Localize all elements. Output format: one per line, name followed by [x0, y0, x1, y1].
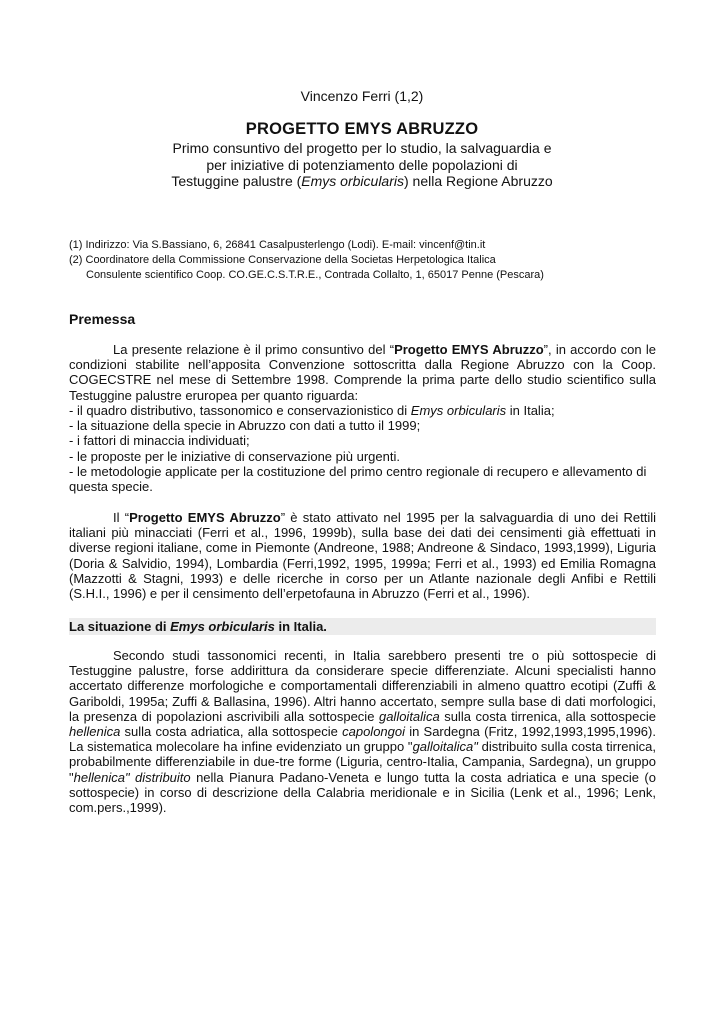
- paragraph-text: ”, in accordo con le condizioni stabilite nell’apposita Convenzione sottoscritta dalla Regione Abruzzo con la Coop. COGECSTRE nel mese di Settembre 1998. Comprende la prima parte dello studio scientifico sulla Testuggine palustre eruropea per quanto riguarda:: [69, 342, 656, 403]
- paragraph-project: [69, 510, 656, 601]
- subspecies-name: capolongoi: [342, 724, 405, 740]
- paragraph-text: Secondo studi tassonomici recenti, in Italia sarebbero presenti tre o più sottospecie di Testuggine palustre, forse addirittura da considerare specie differenziate. Alcuni specialisti hanno accertato differenze morfologiche e comportamentali differenziabili in almeno quattro ecotipi (Zuffi & Gariboldi, 1995a; Zuffi & Ballasina, 1996). Altri hanno accertato, sempre sulla base di dati morfologici, la presenza di popolazioni ascrivibili alla sottospecie: [69, 648, 656, 724]
- paragraph-text: La presente relazione è il primo consuntivo del “: [113, 342, 395, 357]
- intro-list: [69, 403, 656, 494]
- subspecies-name: hellenica" distribuito: [73, 769, 191, 785]
- paragraph-text: distribuito sulla costa tirrenica, probabilmente differenziabile in due-tre forme (Liguria, centro-Italia, Campania, Sardegna), un gruppo ": [69, 739, 656, 785]
- paragraph-taxonomy: [69, 648, 656, 815]
- paragraph-text: Il “: [113, 510, 130, 525]
- heading-text: La situazione di: [69, 619, 171, 634]
- affiliation-notes: [69, 238, 669, 283]
- subtitle-line: Primo consuntivo del progetto per lo studio, la salvaguardia e: [172, 140, 552, 156]
- subtitle-line: per iniziative di potenziamento delle popolazioni di: [206, 156, 518, 173]
- subspecies-name: hellenica: [69, 724, 121, 740]
- list-item: - la situazione della specie in Abruzzo con dati a tutto il 1999;: [69, 418, 421, 434]
- note-3: Consulente scientifico Coop. CO.GE.C.S.T.R.E., Contrada Collalto, 1, 65017 Penne (Pescara): [86, 269, 544, 281]
- list-item: [69, 403, 656, 418]
- note-1: (1) Indirizzo: Via S.Bassiano, 6, 26841 Casalpusterlengo (Lodi). E-mail: vincenf@tin.it: [69, 239, 486, 251]
- section-heading-premessa: Premessa: [69, 311, 136, 327]
- list-text: - il quadro distributivo, tassonomico e conservazionistico di: [69, 403, 411, 418]
- author-name: Vincenzo Ferri: [300, 88, 391, 104]
- paragraph-intro: [69, 342, 656, 403]
- subtitle-text: Testuggine palustre (: [171, 173, 302, 189]
- author-affiliation: (1,2): [394, 88, 424, 104]
- list-item: - le metodologie applicate per la costituzione del primo centro regionale di recupero e allevamento di questa specie.: [69, 463, 647, 495]
- heading-text: in Italia.: [274, 619, 327, 634]
- document-title: PROGETTO EMYS ABRUZZO: [245, 120, 479, 138]
- subtitle-line: [0, 173, 724, 190]
- paragraph-text: nella Pianura Padano-Veneta e lungo tutta la costa adriatica e una specie (o sottospecie) in corso di descrizione della Calabria meridionale e in Sicilia (Lenk et al., 1996; Lenk, com.pers.,1999).: [69, 769, 656, 816]
- project-name: Progetto EMYS Abruzzo: [394, 342, 544, 357]
- list-text: in Italia;: [506, 403, 555, 418]
- list-species: Emys orbicularis: [410, 403, 507, 418]
- project-name: Progetto EMYS Abruzzo: [129, 510, 281, 525]
- list-item: - i fattori di minaccia individuati;: [69, 433, 250, 449]
- document-subtitle: [0, 140, 724, 190]
- subtitle-species: Emys orbicularis: [301, 173, 404, 189]
- paragraph-text: sulla costa adriatica, alla sottospecie: [120, 724, 343, 740]
- paragraph-text: sulla costa tirrenica, alla sottospecie: [439, 708, 656, 724]
- paragraph-text: ” è stato attivato nel 1995 per la salvaguardia di uno dei Rettili italiani più minacciati (Ferri et al., 1996, 1999b), sulla base dei dati dei censimenti già effettuati in diverse regioni italiane, come in Piemonte (Andreone, 1988; Andreone & Sindaco, 1993,1999), Liguria (Doria & Salvidio, 1994), Lombardia (Ferri,1992, 1995, 1999a; Ferri et al., 1993) ed Emilia Romagna (Mazzotti & Stagni, 1993) e delle ricerche in corso per un Atlante nazionale degli Anfibi e Rettili (S.H.I., 1996) e per il censimento dell’erpetofauna in Abruzzo (Ferri et al., 1996).: [69, 510, 656, 602]
- note-2: (2) Coordinatore della Commissione Conservazione della Societas Herpetologica Italica: [69, 254, 496, 266]
- section-heading-situazione: [69, 619, 327, 634]
- heading-species: Emys orbicularis: [170, 619, 275, 634]
- subspecies-name: galloitalica": [412, 739, 478, 755]
- list-item: - le proposte per le iniziative di conservazione più urgenti.: [69, 448, 400, 464]
- subspecies-name: galloitalica: [378, 708, 440, 724]
- subtitle-text: ) nella Regione Abruzzo: [404, 173, 553, 189]
- paragraph-text: in Sardegna (Fritz, 1992,1993,1995,1996). La sistematica molecolare ha infine evidenziato un gruppo ": [69, 724, 656, 755]
- author-line: [0, 88, 724, 104]
